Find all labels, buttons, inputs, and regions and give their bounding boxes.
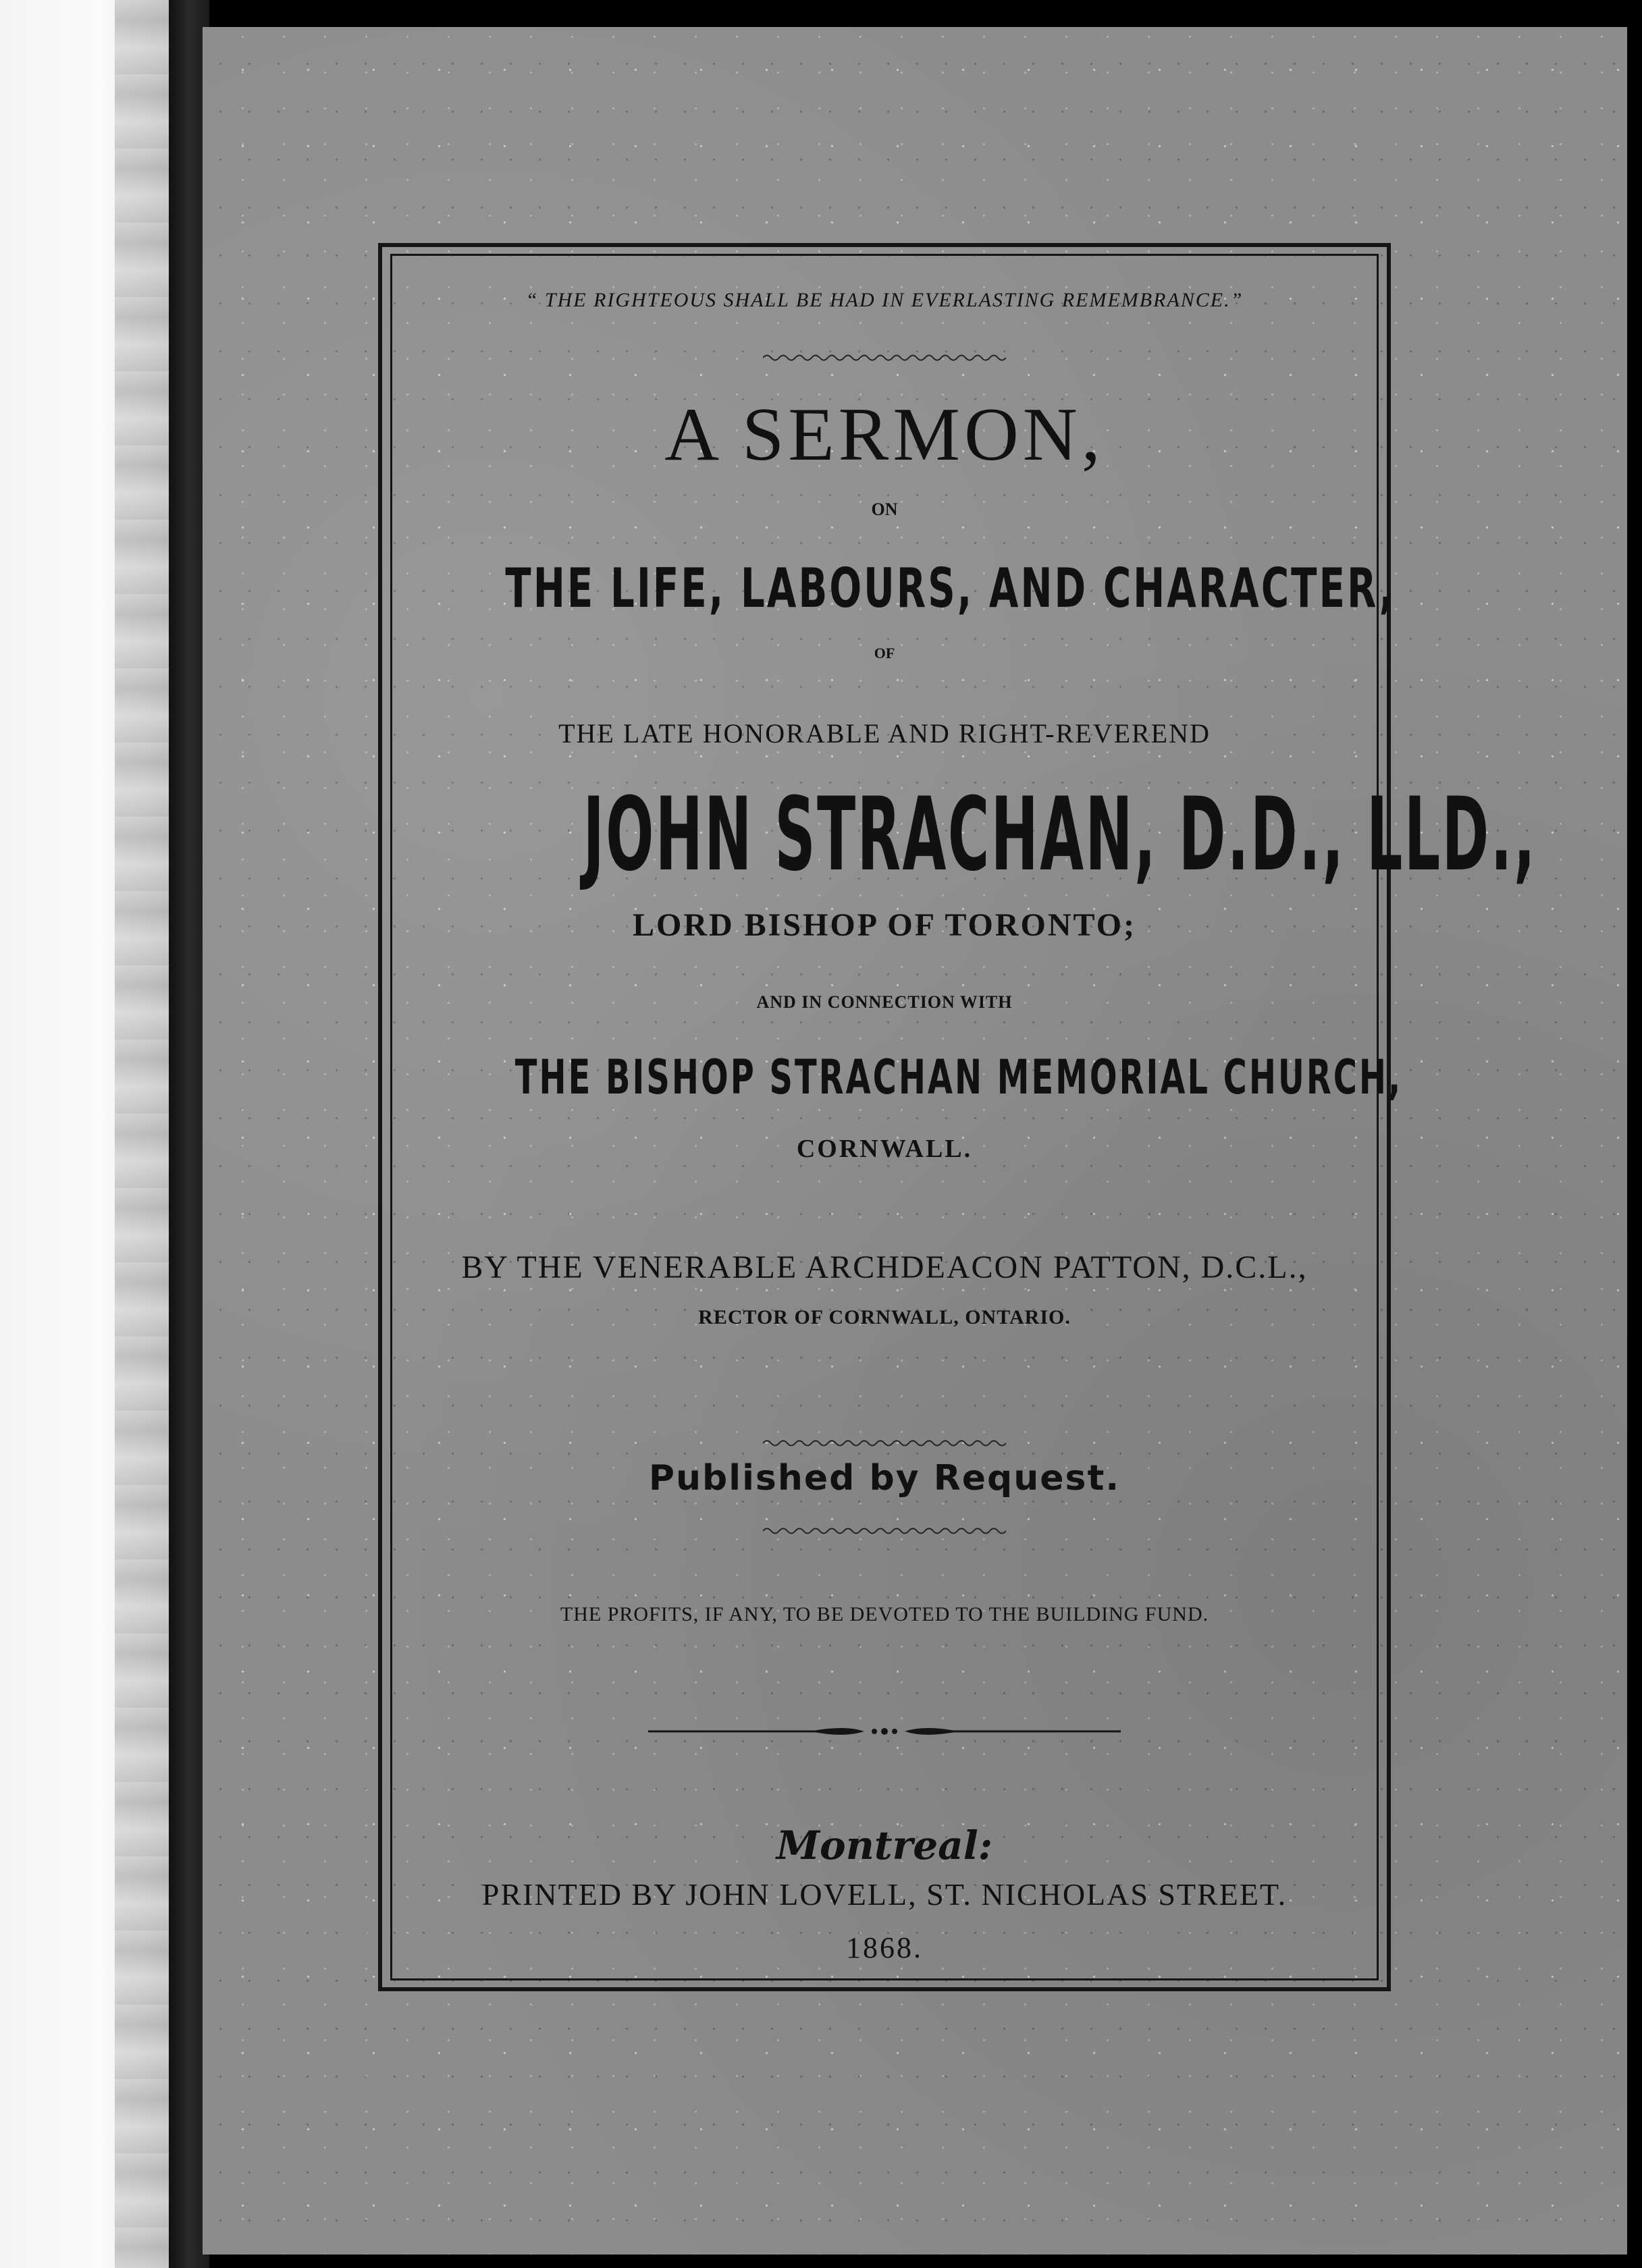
- place-name: CORNWALL.: [796, 1135, 973, 1163]
- wavy-rule-top: [763, 352, 1006, 363]
- publication-year: 1868.: [846, 1931, 923, 1964]
- honorifics-line: THE LATE HONORABLE AND RIGHT-REVEREND: [558, 718, 1211, 749]
- connector-on: ON: [871, 500, 898, 519]
- wavy-rule-upper: [763, 1438, 1006, 1449]
- adjacent-page-edge: [0, 0, 169, 2268]
- sermon-title: A SERMON,: [664, 393, 1105, 477]
- imprint-city: Montreal:: [776, 1823, 993, 1868]
- rector-line: RECTOR OF CORNWALL, ONTARIO.: [698, 1306, 1071, 1328]
- epigraph: “ THE RIGHTEOUS SHALL BE HAD IN EVERLASTING REMEMBRANCE.”: [525, 289, 1244, 311]
- page-spine-shadow: [115, 0, 169, 2268]
- printer-line: PRINTED BY JOHN LOVELL, ST. NICHOLAS STREET.: [481, 1877, 1288, 1912]
- sermon-subject: THE LIFE, LABOURS, AND CHARACTER,: [505, 557, 1396, 620]
- connector-of: OF: [874, 645, 895, 662]
- published-by-request: Published by Request.: [648, 1458, 1121, 1498]
- profits-note: THE PROFITS, IF ANY, TO BE DEVOTED TO THE BUILDING FUND.: [560, 1603, 1209, 1625]
- author-line: BY THE VENERABLE ARCHDEACON PATTON, D.C.L.,: [461, 1249, 1308, 1285]
- church-name: THE BISHOP STRACHAN MEMORIAL CHURCH,: [514, 1050, 1403, 1105]
- title-page-content: [398, 256, 1537, 1971]
- wavy-rule-lower: [763, 1526, 1006, 1536]
- bishop-title: LORD BISHOP OF TORONTO;: [632, 907, 1137, 943]
- connection-line: AND IN CONNECTION WITH: [756, 992, 1013, 1012]
- ornamental-rule: [648, 1718, 1121, 1745]
- subject-name: JOHN STRACHAN, D.D., LLD.,: [583, 776, 1537, 894]
